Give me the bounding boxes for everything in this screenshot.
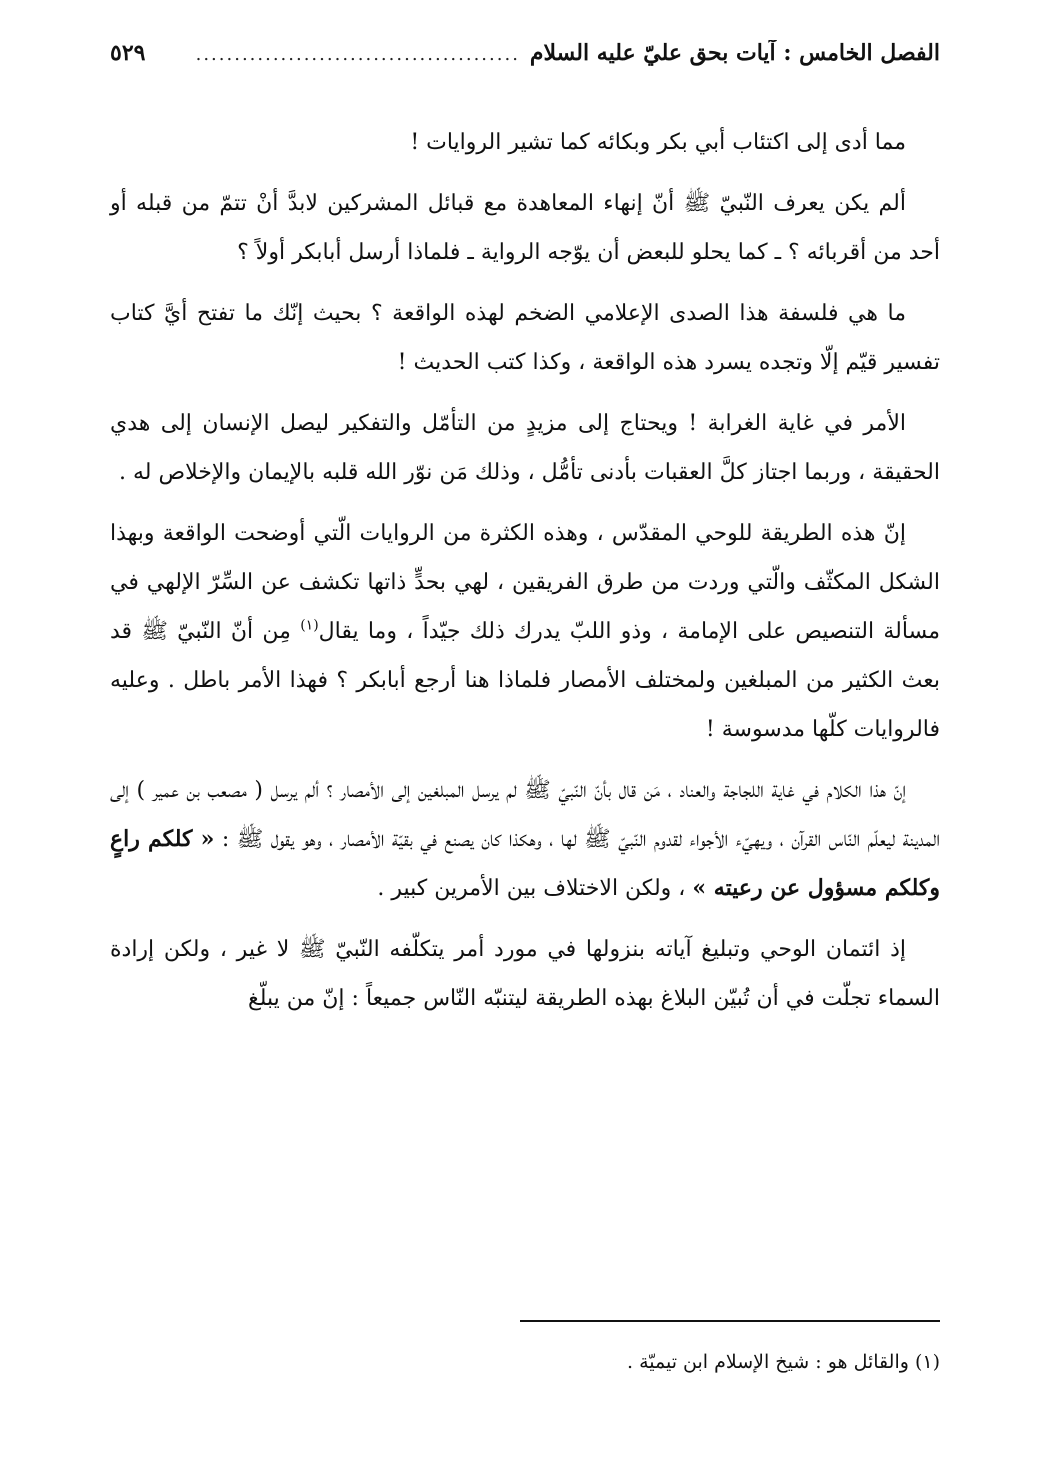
chapter-title: الفصل الخامس : آيات بحق عليّ عليه السلام bbox=[529, 40, 940, 66]
paragraph-6-part-1: إنّ هذا الكلام في غاية اللجاجة والعناد ، مَن قال بأنّ النّبيّ ﷺ لم يرسل المبلغين إلى الأمصار ؟ ألم يرسل ( مصعب بن عمير ) إلى المدينة ليعلّم النّاس القرآن ، ويهيّء الأجواء لقدوم النّبيّ ﷺ لها ، وهكذا كان يصنع في بقيّة الأمصار ، وهو يقول ﷺ : bbox=[110, 778, 940, 852]
footnote-marker[interactable]: (١) bbox=[300, 617, 319, 634]
paragraph-6-part-2: ، ولكن الاختلاف بين الأمرين كبير . bbox=[377, 876, 693, 901]
paragraph-7: إذ ائتمان الوحي وتبليغ آياته بنزولها في مورد أمر يتكلّفه النّبيّ ﷺ لا غير ، ولكن إرادة السماء تجلّت في أن تُبيّن البلاغ بهذه الطريقة ليتنبّه النّاس جميعاً : إنّ من يبلّغ bbox=[110, 937, 940, 1011]
paragraph-5-part-2: مِن أنّ النّبيّ ﷺ قد بعث الكثير من المبلغين ولمختلف الأمصار فلماذا هنا أرجع أبابكر ؟ فهذا الأمر باطل . وعليه فالروايات كلّها مدسوسة ! bbox=[110, 619, 940, 742]
page-number: ٥٢٩ bbox=[110, 40, 146, 66]
hadith-quote: « كلكم راعٍ وكلكم مسؤول عن رعيته » bbox=[110, 826, 940, 901]
paragraph-2: ألم يكن يعرف النّبيّ ﷺ أنّ إنهاء المعاهدة مع قبائل المشركين لابدَّ أنْ تتمّ من قبله أو أحد من أقربائه ؟ ـ كما يحلو للبعض أن يوّجه الرواية ـ فلماذا أرسل أبابكر أولاً ؟ bbox=[110, 191, 940, 265]
paragraph-4: الأمر في غاية الغرابة ! ويحتاج إلى مزيدٍ من التأمّل والتفكير ليصل الإنسان إلى هدي الحقيقة ، وربما اجتاز كلَّ العقبات بأدنى تأمُّل ، وذلك مَن نوّر الله قلبه بالإيمان والإخلاص له . bbox=[110, 411, 940, 485]
body-text bbox=[110, 118, 940, 1023]
paragraph-3: ما هي فلسفة هذا الصدى الإعلامي الضخم لهذه الواقعة ؟ بحيث إنّك ما تفتح أيَّ كتاب تفسير قيّم إلّا وتجده يسرد هذه الواقعة ، وكذا كتب الحديث ! bbox=[110, 301, 940, 375]
footnote-separator bbox=[520, 1320, 940, 1322]
running-header bbox=[110, 40, 940, 86]
paragraph-5 bbox=[110, 509, 940, 754]
footnote: (١) والقائل هو : شيخ الإسلام ابن تيميّة . bbox=[627, 1351, 940, 1373]
paragraph-5-part-1: إنّ هذه الطريقة للوحي المقدّس ، وهذه الكثرة من الروايات الّتي أوضحت الواقعة وبهذا الشكل المكثّف والّتي وردت من طرق الفريقين ، لهي بحدٍّ ذاتها تكشف عن السِّرّ الإلهي في مسألة التنصيص على الإمامة ، وذو اللبّ يدرك ذلك جيّداً ، وما يقال bbox=[110, 521, 941, 644]
paragraph-6 bbox=[110, 766, 940, 913]
header-leader-dots: .......................................... bbox=[195, 44, 520, 65]
paragraph-1: مما أدى إلى اكتئاب أبي بكر وبكائه كما تشير الروايات ! bbox=[410, 130, 906, 155]
book-page bbox=[110, 40, 940, 1420]
